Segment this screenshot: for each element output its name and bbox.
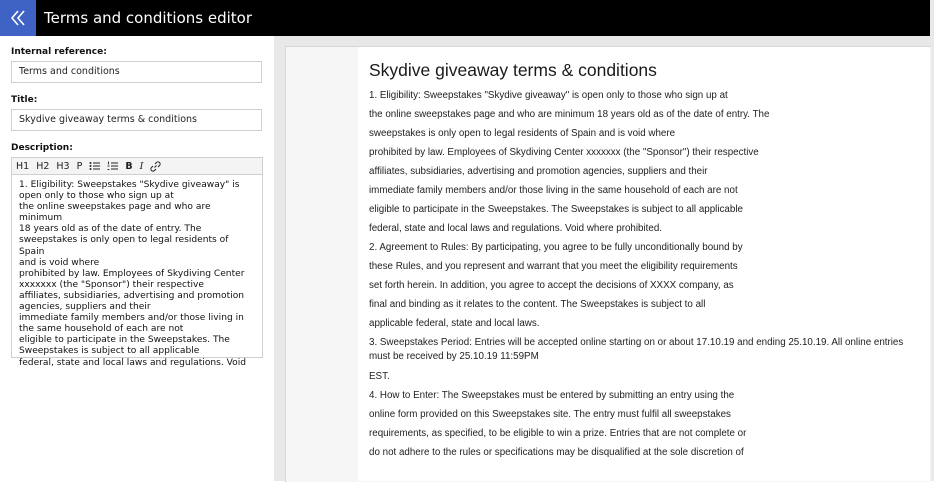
description-editor[interactable] <box>11 175 263 368</box>
link-icon <box>150 161 161 172</box>
description-line: the same household of each are not <box>19 324 184 335</box>
preview-line: 1. Eligibility: Sweepstakes "Skydive giveaway" is open only to those who sign up at <box>369 90 728 101</box>
description-line: xxxxxxx (the "Sponsor") their respective <box>19 279 205 290</box>
bullet-list-icon <box>89 161 100 171</box>
description-line: prohibited by law. Employees of Skydiving Center <box>19 268 245 279</box>
description-line: agencies, suppliers and their <box>19 302 151 313</box>
heading3-button[interactable]: H3 <box>56 160 70 172</box>
numbered-list-icon <box>107 161 118 171</box>
preview-line: final and binding as it relates to the content. The Sweepstakes is subject to all <box>369 299 706 310</box>
bullet-list-button[interactable] <box>88 158 101 174</box>
preview-line: immediate family members and/or those living in the same household of each are not <box>369 185 738 196</box>
description-label: Description: <box>11 143 73 153</box>
preview-line: 2. Agreement to Rules: By participating, you agree to be fully unconditionally bound by <box>369 242 743 253</box>
page-title: Terms and conditions editor <box>44 9 253 27</box>
heading1-button[interactable]: H1 <box>16 160 30 172</box>
preview-line: requirements, as specified, to be eligible to win a prize. Entries that are not complete or <box>369 428 747 439</box>
editor-toolbar <box>11 157 263 175</box>
bold-button[interactable]: B <box>125 160 133 172</box>
preview-line: EST. <box>369 371 390 382</box>
top-bar <box>0 0 930 36</box>
preview-title: Skydive giveaway terms & conditions <box>369 60 657 80</box>
italic-button[interactable]: I <box>139 160 144 172</box>
preview-line: affiliates, subsidiaries, advertising and promotion agencies, suppliers and their <box>369 166 708 177</box>
preview-line: these Rules, and you represent and warrant that you meet the eligibility requirements <box>369 261 738 272</box>
numbered-list-button[interactable] <box>106 158 119 174</box>
preview-line: federal, state and local laws and regulations. Void where prohibited. <box>369 223 663 234</box>
description-line: affiliates, subsidiaries, advertising and promotion <box>19 290 245 301</box>
link-button[interactable] <box>149 158 162 174</box>
internal-reference-label: Internal reference: <box>11 47 107 57</box>
description-line: 1. Eligibility: Sweepstakes "Skydive giveaway" is <box>19 180 240 190</box>
description-line: 18 years old as of the date of entry. The <box>19 224 202 235</box>
internal-reference-input[interactable]: Terms and conditions <box>11 61 262 83</box>
preview-line: prohibited by law. Employees of Skydiving Center xxxxxxx (the "Sponsor") their respective <box>369 147 759 158</box>
description-line: Sweepstakes is subject to all applicable <box>19 346 200 357</box>
description-line: and is void where <box>19 257 100 268</box>
title-input[interactable]: Skydive giveaway terms & conditions <box>11 109 262 131</box>
preview-line: set forth herein. In addition, you agree to accept the decisions of XXXX company, as <box>369 280 734 291</box>
double-chevron-left-icon <box>9 9 27 27</box>
preview-line: the online sweepstakes page and who are minimum 18 years old as of the date of entry. The <box>369 109 770 120</box>
preview-line: 3. Sweepstakes Period: Entries will be accepted online starting on or about 17.10.19 and ending 25.10.19. All online entries <box>369 337 904 348</box>
back-button[interactable] <box>0 0 36 36</box>
description-line: immediate family members and/or those living in <box>19 313 244 324</box>
description-line: eligible to participate in the Sweepstakes. The <box>19 335 230 346</box>
preview-line: online form provided on this Sweepstakes site. The entry must fulfil all sweepstakes <box>369 409 731 420</box>
preview-line: do not adhere to the rules or specifications may be disqualified at the sole discretion of <box>369 447 744 458</box>
description-line: the online sweepstakes page and who are minimum <box>19 202 211 224</box>
description-line: sweepstakes is only open to legal residents of Spain <box>19 235 229 257</box>
preview-line: must be received by 25.10.19 11:59PM <box>369 351 539 362</box>
preview-line: 4. How to Enter: The Sweepstakes must be entered by submitting an entry using the <box>369 390 735 401</box>
preview-document <box>358 47 930 481</box>
preview-line: applicable federal, state and local laws. <box>369 318 540 329</box>
description-line: federal, state and local laws and regulations. Void <box>19 357 247 368</box>
preview-line: eligible to participate in the Sweepstakes. The Sweepstakes is subject to all applicable <box>369 204 743 215</box>
paragraph-button[interactable]: P <box>76 160 83 172</box>
preview-line: sweepstakes is only open to legal residents of Spain and is void where <box>369 128 676 139</box>
form-panel <box>0 36 274 481</box>
title-label: Title: <box>11 95 38 105</box>
description-line: open only to those who sign up at <box>19 191 174 202</box>
heading2-button[interactable]: H2 <box>36 160 50 172</box>
